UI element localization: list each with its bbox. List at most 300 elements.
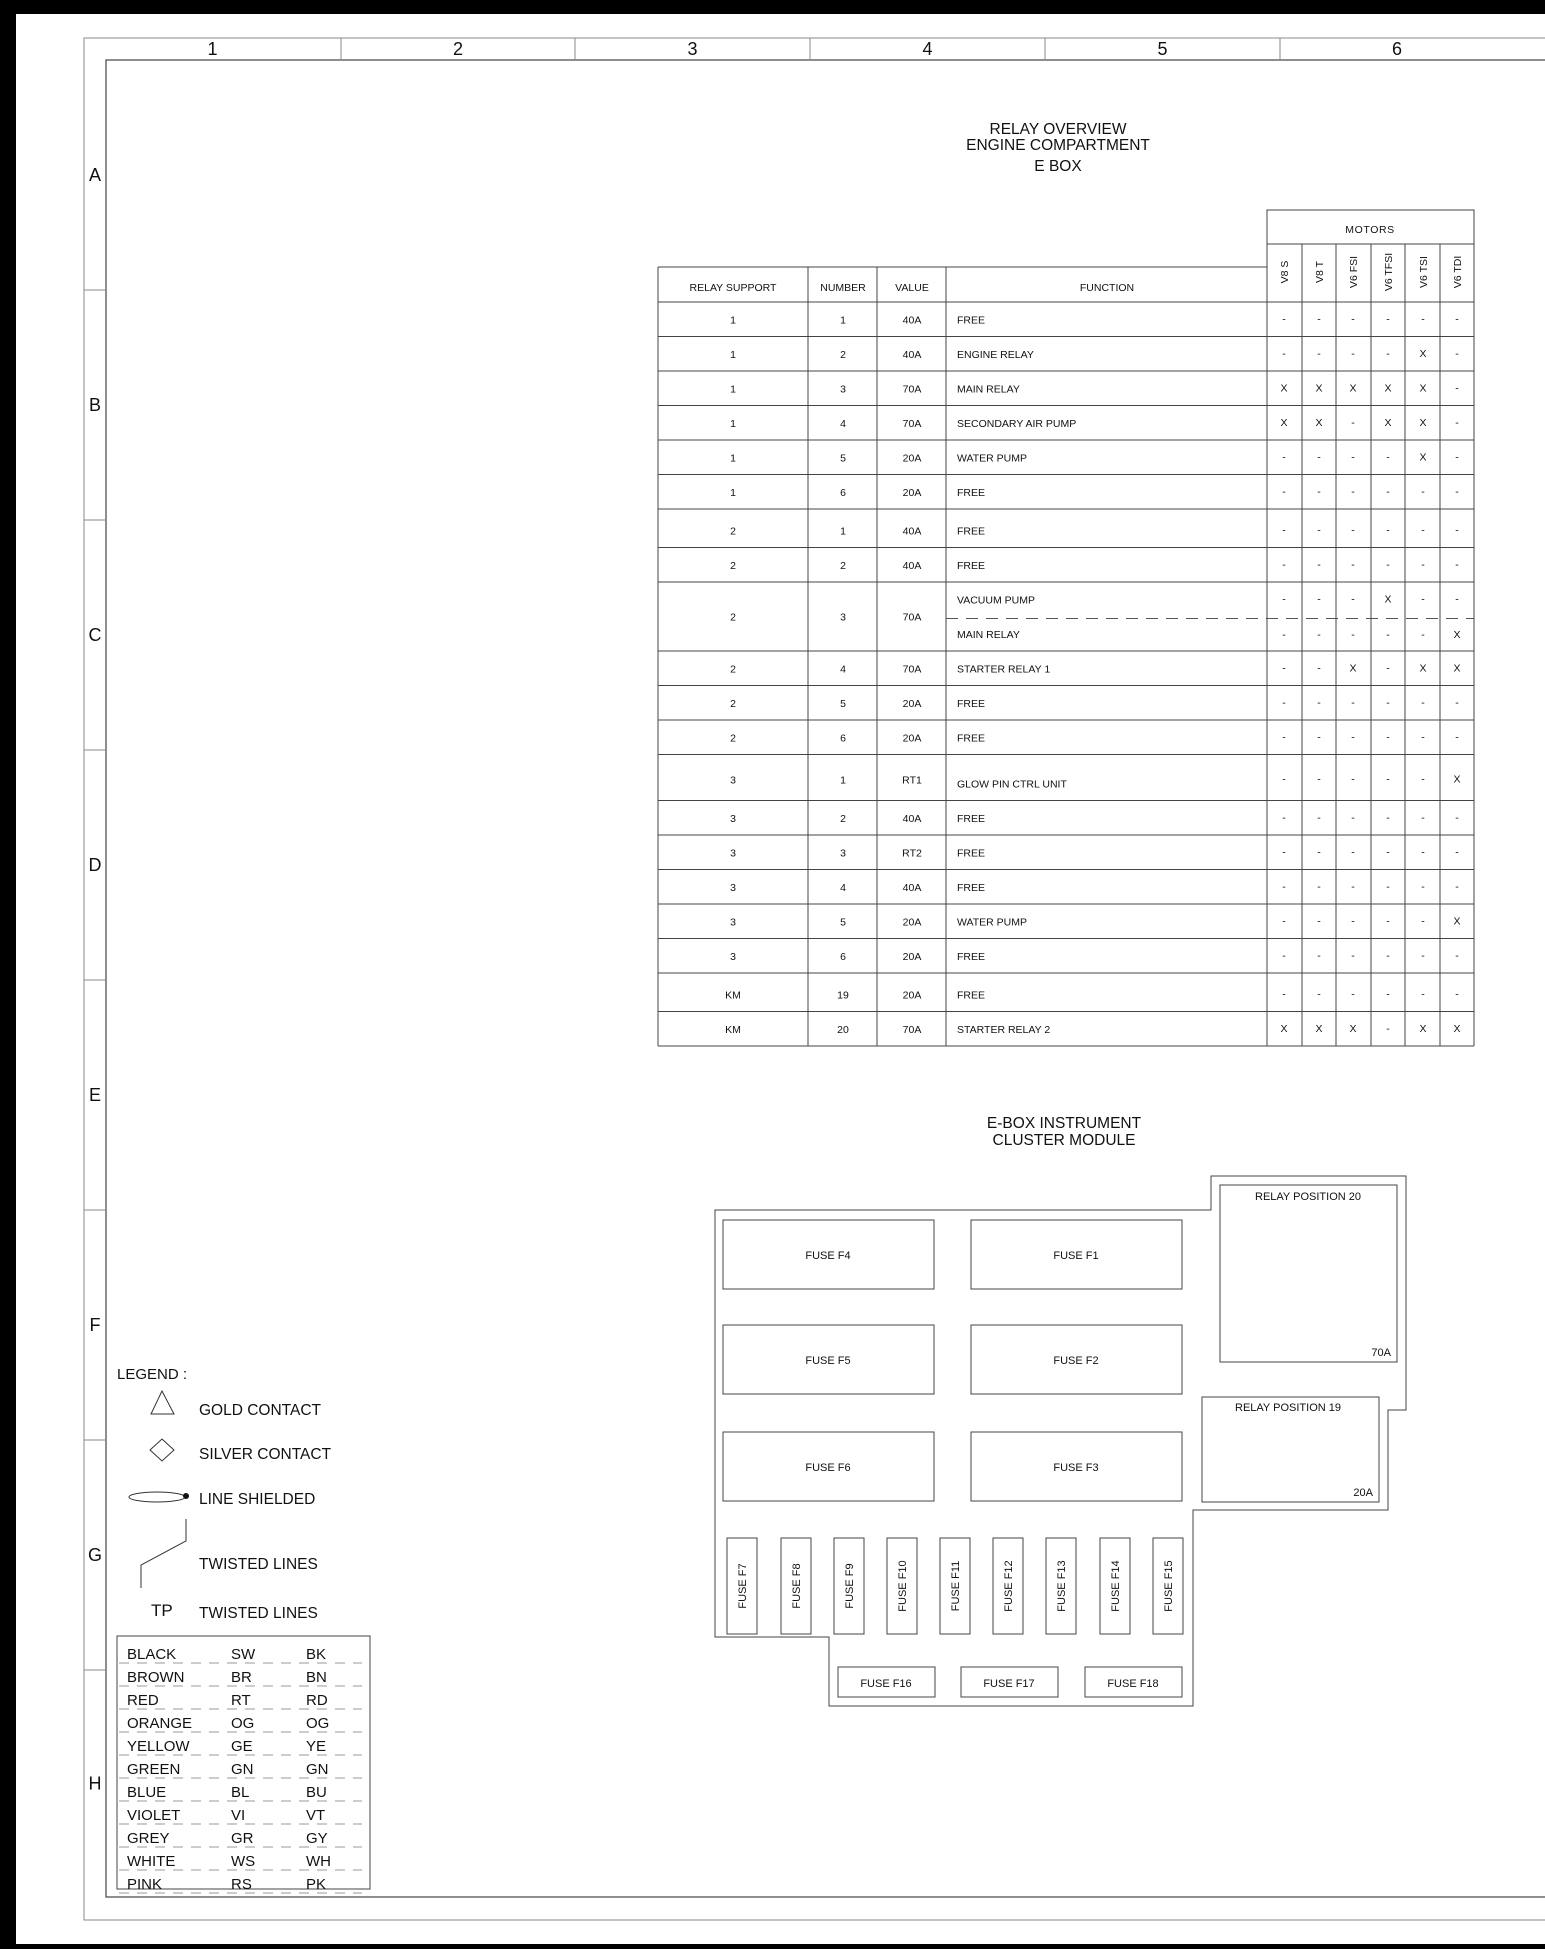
legend-twisted-lines-2: TWISTED LINES [199,1605,318,1622]
legend-silver-contact: SILVER CONTACT [199,1446,332,1463]
relay-support-cell: 1 [730,383,736,396]
motor-mark: - [1282,696,1286,709]
fuse-label: FUSE F8 [791,1563,803,1609]
relay-overview-title [966,121,1150,175]
motor-mark: - [1317,731,1321,744]
column-label: 1 [207,39,218,59]
motor-mark: - [1386,915,1390,928]
motor-header: V6 TDI [1452,255,1464,289]
motor-mark: - [1455,731,1459,744]
motor-mark: - [1386,731,1390,744]
relay-number-cell: 6 [840,486,846,499]
bottom-fuse [838,1667,935,1697]
silver-contact-diamond-icon [150,1439,174,1461]
cluster-title-line-1: E-BOX INSTRUMENT [986,1115,1142,1132]
motor-mark: - [1386,880,1390,893]
relay-table [658,210,1474,1046]
motor-mark: X [1384,593,1392,606]
color-name: YELLOW [127,1738,190,1755]
relay-row [730,881,1459,894]
motor-header: V6 FSI [1348,255,1360,289]
bottom-fuse [961,1667,1058,1697]
relay-row [730,731,1459,744]
relay-value-cell: 70A [902,383,922,396]
motor-mark: - [1351,949,1355,962]
shield-dot-icon [183,1493,189,1499]
motor-mark: - [1455,524,1459,537]
big-fuse [971,1325,1182,1394]
relay-function-cell: FREE [957,989,986,1002]
row-label: D [88,855,102,875]
relay-value-cell: 70A [902,663,922,676]
fuse-label: FUSE F4 [805,1250,851,1262]
relay-function-cell: ENGINE RELAY [957,348,1034,361]
big-fuse [723,1432,934,1501]
motor-mark: - [1421,628,1425,641]
relay-support-cell: 3 [730,950,736,963]
relay-value-cell: 40A [902,525,922,538]
relay-value-cell: 20A [902,732,922,745]
relay-number-cell: 3 [840,383,846,396]
relay-function-cell: WATER PUMP [957,452,1027,465]
color-name: ORANGE [127,1715,193,1732]
motor-mark: - [1386,949,1390,962]
motor-mark: - [1282,949,1286,962]
color-name: WHITE [127,1853,176,1870]
motor-mark: - [1282,988,1286,1001]
relay-number-cell: 5 [840,452,846,465]
motor-mark: - [1282,880,1286,893]
relay-row [730,451,1459,464]
motor-mark: - [1282,662,1286,675]
relay-function-cell: FREE [957,525,986,538]
motor-mark: - [1351,846,1355,859]
motor-mark: - [1455,485,1459,498]
motor-mark: - [1282,593,1286,606]
motor-mark: - [1421,988,1425,1001]
relay-function-cell: FREE [957,697,986,710]
title-line-2: ENGINE COMPARTMENT [966,137,1150,154]
relay-function-cell: FREE [957,314,986,327]
motor-mark: - [1455,949,1459,962]
color-name: GREEN [127,1761,181,1778]
relay-value-cell: RT2 [902,847,922,860]
motor-mark: - [1351,485,1355,498]
relay-support-cell: 3 [730,812,736,825]
column-label: 4 [922,39,933,59]
fuse-group [723,1220,1183,1697]
motor-mark: X [1453,773,1461,786]
relay-number-cell: 1 [840,525,846,538]
relay-value-cell: 20A [902,916,922,929]
motor-mark: - [1455,988,1459,1001]
motor-mark: - [1421,880,1425,893]
relay-20-label: RELAY POSITION 20 [1255,1191,1361,1203]
motor-mark: X [1315,1022,1323,1035]
color-name: RED [127,1692,159,1709]
motor-mark: - [1317,988,1321,1001]
motor-mark: - [1351,988,1355,1001]
inner-frame [106,60,1545,1897]
motor-mark: - [1455,846,1459,859]
motor-mark: - [1351,593,1355,606]
motor-mark: - [1455,593,1459,606]
big-fuse [971,1432,1182,1501]
relay-value-cell: 70A [902,417,922,430]
relay-position-20 [1220,1185,1397,1362]
relay-row [730,812,1459,825]
relay-number-cell: 1 [840,314,846,327]
shielded-line-icon [129,1492,185,1502]
relay-function-cell: SECONDARY AIR PUMP [957,417,1077,430]
motor-mark: - [1386,773,1390,786]
relay-row [730,559,1459,572]
relay-row [730,846,1459,859]
color-code-de: VI [231,1807,246,1824]
color-code-de: RS [231,1876,252,1893]
color-code-en: GY [306,1830,328,1847]
motor-mark: - [1282,811,1286,824]
relay-19-value: 20A [1353,1487,1373,1499]
wiring-diagram [16,14,1545,1944]
relay-support-cell: 1 [730,417,736,430]
motor-mark: - [1455,811,1459,824]
motor-mark: - [1386,347,1390,360]
color-code-de: BL [231,1784,250,1801]
relay-value-cell: 40A [902,881,922,894]
motor-mark: - [1421,485,1425,498]
motor-mark: - [1282,451,1286,464]
relay-function-cell: FREE [957,486,986,499]
motor-mark: - [1317,485,1321,498]
relay-row [730,915,1460,928]
bottom-fuse [1085,1667,1182,1697]
motor-mark: X [1419,662,1427,675]
relay-support-cell: 2 [730,663,736,676]
motor-mark: X [1280,1022,1288,1035]
motor-mark: - [1317,347,1321,360]
motor-mark: - [1351,731,1355,744]
header-relay-support: RELAY SUPPORT [689,282,777,294]
motor-mark: X [1419,347,1427,360]
color-code-en: YE [306,1738,327,1755]
title-line-3: E BOX [1034,158,1082,175]
relay-19-label: RELAY POSITION 19 [1235,1402,1341,1414]
color-code-en: GN [306,1761,329,1778]
fuse-label: FUSE F5 [805,1355,851,1367]
color-name: BLACK [127,1646,177,1663]
relay-function-cell: GLOW PIN CTRL UNIT [957,778,1067,791]
relay-function-cell: FREE [957,847,986,860]
motor-mark: - [1282,524,1286,537]
color-code-de: WS [231,1853,256,1870]
cluster-module [715,1176,1406,1706]
motor-mark: X [1384,416,1392,429]
motor-mark: - [1455,451,1459,464]
relay-row [730,313,1459,326]
relay-value-cell: 40A [902,348,922,361]
relay-support-cell: 3 [730,774,736,787]
motor-mark: - [1386,846,1390,859]
motor-mark: X [1453,915,1461,928]
relay-number-cell: 5 [840,916,846,929]
motor-mark: - [1386,485,1390,498]
relay-support-cell: 1 [730,452,736,465]
relay-number-cell: 2 [840,559,846,572]
relay-support-cell: KM [725,1023,741,1036]
small-fuse [781,1538,811,1634]
motor-mark: - [1386,628,1390,641]
motor-mark: X [1315,382,1323,395]
relay-number-cell: 2 [840,812,846,825]
motor-mark: - [1317,628,1321,641]
column-label: 2 [452,39,464,59]
motor-mark: - [1317,773,1321,786]
color-name: PINK [127,1876,163,1893]
motor-mark: - [1386,524,1390,537]
small-fuse [993,1538,1023,1634]
relay-row [730,417,1459,430]
motor-mark: - [1317,696,1321,709]
motor-header: V8 S [1279,260,1291,284]
motor-mark: - [1351,696,1355,709]
relay-value-cell: RT1 [902,774,922,787]
wire-color-row [119,1853,362,1870]
fuse-label: FUSE F6 [805,1462,851,1474]
motor-mark: X [1453,628,1461,641]
motor-mark: X [1419,416,1427,429]
relay-number-cell: 2 [840,348,846,361]
motor-mark: - [1351,915,1355,928]
relay-support-cell: 2 [730,559,736,572]
color-name: VIOLET [127,1807,181,1824]
motor-mark: - [1317,558,1321,571]
motor-mark: - [1317,451,1321,464]
motor-mark: - [1455,347,1459,360]
relay-support-cell: 2 [730,525,736,538]
motor-mark: - [1421,524,1425,537]
relay-value-cell: 20A [902,486,922,499]
small-fuse [887,1538,917,1634]
motor-mark: - [1282,558,1286,571]
relay-function-cell: MAIN RELAY [957,383,1020,396]
relay-row [730,486,1459,499]
relay-value-cell: 40A [902,314,922,327]
motor-mark: - [1386,451,1390,464]
color-name: GREY [127,1830,170,1847]
motor-mark: - [1317,811,1321,824]
relay-function-cell: MAIN RELAY [957,628,1020,641]
color-code-en: VT [306,1807,326,1824]
fuse-label: FUSE F7 [737,1563,749,1609]
color-code-en: RD [306,1692,328,1709]
motor-mark: - [1351,558,1355,571]
color-code-de: GE [231,1738,253,1755]
wire-color-row [119,1715,362,1732]
motor-mark: X [1419,451,1427,464]
relay-number-cell: 4 [840,417,846,430]
relay-number-cell: 20 [837,1023,849,1036]
motor-mark: - [1282,915,1286,928]
fuse-label: FUSE F17 [983,1678,1035,1690]
relay-row [730,697,1459,710]
fuse-label: FUSE F2 [1053,1355,1099,1367]
motor-mark: X [1453,662,1461,675]
color-code-en: BU [306,1784,327,1801]
fuse-label: FUSE F3 [1053,1462,1099,1474]
relay-support-cell: KM [725,989,741,1002]
motor-mark: - [1386,696,1390,709]
title-line-1: RELAY OVERVIEW [989,121,1127,138]
legend-gold-contact: GOLD CONTACT [199,1402,321,1419]
row-label: G [87,1545,103,1565]
small-fuse [1046,1538,1076,1634]
motor-mark: - [1282,628,1286,641]
relay-support-cell: 2 [730,611,736,624]
fuse-label: FUSE F18 [1107,1678,1159,1690]
relay-value-cell: 70A [902,611,922,624]
motor-mark: - [1317,949,1321,962]
color-code-de: SW [231,1646,256,1663]
motor-header: V8 T [1314,261,1326,283]
cluster-title [987,1115,1142,1149]
motor-mark: - [1282,347,1286,360]
motor-mark: - [1317,313,1321,326]
relay-row [730,593,1474,641]
wire-color-row [119,1646,362,1663]
wire-color-rows [119,1646,362,1893]
relay-function-cell: STARTER RELAY 2 [957,1023,1051,1036]
color-code-de: OG [231,1715,255,1732]
legend-line-shielded: LINE SHIELDED [199,1491,316,1508]
relay-function-cell: STARTER RELAY 1 [957,663,1051,676]
big-fuse [723,1325,934,1394]
relay-row [725,988,1459,1001]
motor-mark: - [1455,382,1459,395]
row-label: E [88,1085,102,1105]
relay-function-cell: FREE [957,732,986,745]
wire-color-row [119,1761,362,1778]
relay-row [730,774,1460,791]
relay-support-cell: 2 [730,732,736,745]
fuse-label: FUSE F1 [1053,1250,1099,1262]
row-label: B [88,395,102,415]
row-label: A [88,165,102,185]
motor-mark: - [1455,416,1459,429]
motor-mark: - [1317,593,1321,606]
motor-mark: - [1386,1022,1390,1035]
motor-mark: - [1351,313,1355,326]
relay-function-cell: FREE [957,559,986,572]
header-value: VALUE [895,282,929,294]
motor-mark: - [1351,524,1355,537]
color-code-de: BR [231,1669,252,1686]
drawing-sheet [16,14,1545,1944]
wire-color-row [119,1876,362,1893]
motor-mark: - [1317,880,1321,893]
fuse-label: FUSE F12 [1003,1560,1015,1612]
motor-mark: X [1349,1022,1357,1035]
motor-mark: - [1317,846,1321,859]
relay-value-cell: 20A [902,452,922,465]
fuse-label: FUSE F14 [1110,1560,1122,1612]
fuse-label: FUSE F11 [950,1560,962,1612]
color-code-de: GR [231,1830,254,1847]
relay-support-cell: 1 [730,314,736,327]
relay-number-cell: 19 [837,989,849,1002]
motors-header: MOTORS [1345,224,1395,236]
color-code-en: PK [306,1876,327,1893]
relay-number-cell: 6 [840,732,846,745]
fuse-label: FUSE F13 [1056,1560,1068,1612]
motor-header: V6 TSI [1418,256,1430,288]
column-label: 6 [1391,39,1403,59]
motor-mark: - [1386,662,1390,675]
wire-color-row [119,1807,362,1824]
twisted-lines-icon [141,1519,186,1588]
small-fuse [727,1538,757,1634]
color-code-en: WH [306,1853,331,1870]
motor-mark: - [1317,524,1321,537]
color-name: BLUE [127,1784,167,1801]
relay-function-cell: WATER PUMP [957,916,1027,929]
motor-mark: - [1282,846,1286,859]
motor-mark: - [1421,846,1425,859]
relay-support-cell: 3 [730,916,736,929]
motor-mark: - [1351,451,1355,464]
motor-mark: - [1282,773,1286,786]
motor-mark: - [1421,558,1425,571]
relay-number-cell: 4 [840,663,846,676]
small-fuse [834,1538,864,1634]
motor-mark: - [1421,696,1425,709]
relay-number-cell: 5 [840,697,846,710]
motor-mark: - [1386,988,1390,1001]
wire-color-row [119,1784,362,1801]
small-fuse [1153,1538,1183,1634]
fuse-label: FUSE F9 [844,1563,856,1609]
relay-function-cell: VACUUM PUMP [957,594,1035,607]
relay-value-cell: 70A [902,1023,922,1036]
relay-function-cell: FREE [957,812,986,825]
row-label: F [89,1315,101,1335]
wire-color-row [119,1830,362,1847]
motor-mark: - [1421,811,1425,824]
motor-mark: - [1421,731,1425,744]
motor-mark: - [1455,696,1459,709]
motor-mark: X [1419,382,1427,395]
relay-row [730,662,1460,675]
motor-mark: - [1421,949,1425,962]
motor-mark: - [1351,347,1355,360]
color-code-en: OG [306,1715,330,1732]
relay-number-cell: 1 [840,774,846,787]
motor-mark: X [1384,382,1392,395]
motor-mark: - [1386,558,1390,571]
relay-position-19 [1202,1397,1379,1502]
relay-function-cell: FREE [957,881,986,894]
fuse-label: FUSE F16 [860,1678,912,1690]
relay-number-cell: 3 [840,847,846,860]
relay-value-cell: 40A [902,559,922,572]
motor-mark: - [1351,773,1355,786]
frame-grid [84,38,1402,1794]
color-code-en: BK [306,1646,327,1663]
wire-color-row [119,1669,362,1686]
wire-color-row [119,1738,362,1755]
motor-mark: - [1282,485,1286,498]
motor-mark: X [1419,1022,1427,1035]
